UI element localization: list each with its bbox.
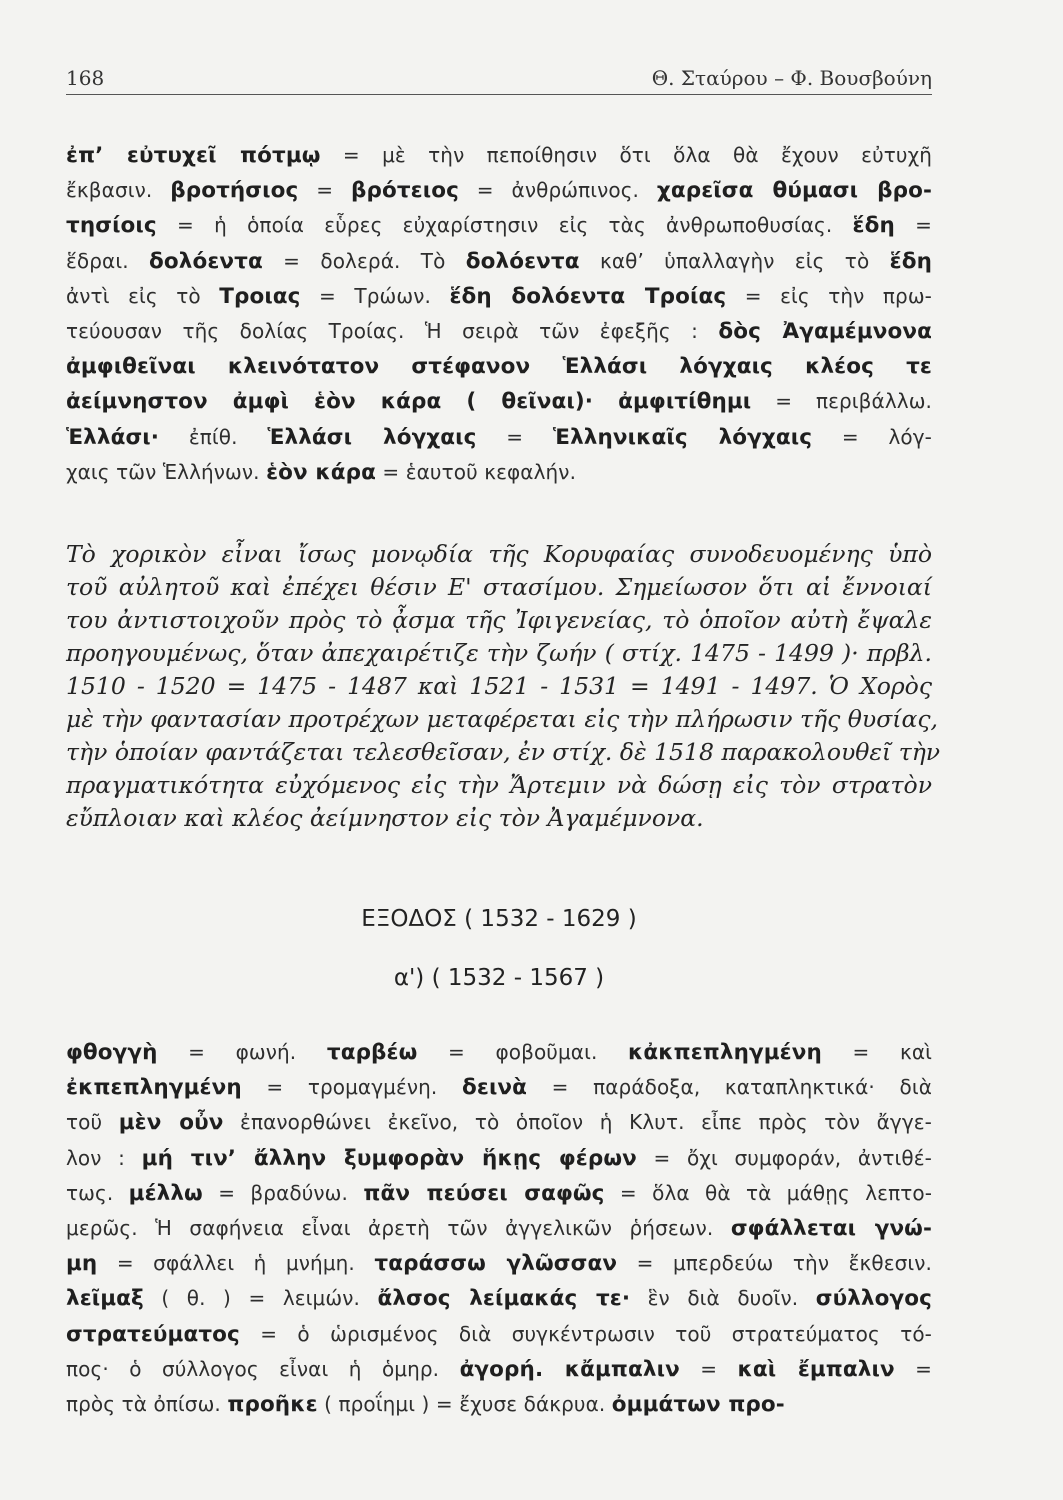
text-line [66,1070,932,1105]
text-line [66,208,932,243]
commentary-line: 1510 - 1520 = 1475 - 1487 καὶ 1521 - 1531 = 1491 - 1497. Ὁ Χορὸς [66,672,932,700]
gloss-text: ἕδραι. [66,248,149,273]
lemma-term: ἄλσος λείμακάς τε· [377,1286,631,1312]
gloss-text: = μὲ τὴν πεποίθησιν ὅτι ὅλα θὰ ἔχουν εὐτυχῆ [320,143,932,167]
text-line [66,1105,932,1140]
gloss-text: τοῦ [66,1110,119,1135]
commentary-line: τὴν ὁποίαν φαντάζεται τελεσθεῖσαν, ἐν στίχ. δὲ 1518 παρακολουθεῖ τὴν [66,738,941,766]
lemma-term: ἑὸν κάρα [266,459,376,485]
commentary-line: προηγουμένως, ὅταν ἀπεχαιρέτιζε τὴν ζωήν ( στίχ. 1475 - 1499 )· πρβλ. [66,639,932,667]
text-line [66,1352,932,1387]
gloss-text: = ὅλα θὰ τὰ μάθῃς λεπτο- [604,1180,933,1205]
lemma-term: ἀγορή. κἄμπαλιν [459,1356,680,1382]
gloss-text: = περιβάλλω. [751,389,933,414]
lemma-term: ἀμφιθεῖναι κλεινότατον στέφανον Ἑλλάσι λόγχαις κλέος τε [66,354,932,380]
lemma-term: δὸς Ἀγαμέμνονα [718,319,932,345]
subsection-title: α') ( 1532 - 1567 ) [393,965,605,991]
lemma-term: πᾶν πεύσει σαφῶς [363,1180,605,1206]
lemma-term: βροτήσιος [170,178,299,204]
gloss-text: ἐπανορθώνει ἐκεῖνο, τὸ ὁποῖον ἡ Κλυτ. εἶπε πρὸς τὸν ἄγγε- [223,1110,932,1135]
lemma-term: δολόεντα [149,248,263,274]
text-line [66,1387,932,1422]
lemma-term: τησίοις [66,213,157,239]
text-line [66,1281,932,1316]
gloss-text: ἔκβασιν. [66,178,171,203]
text-line [66,279,932,314]
lemma-term: δεινὰ [462,1075,528,1101]
running-title-authors: Θ. Σταύρου – Φ. Βουσβούνη [651,66,932,90]
text-line [66,173,932,208]
gloss-text: = μπερδεύω τὴν ἔκθεσιν. [617,1251,933,1276]
lemma-term: μέλλω [128,1180,203,1206]
running-header [66,60,932,95]
lemma-term: καὶ ἔμπαλιν [737,1356,895,1382]
gloss-text: = ὄχι συμφοράν, ἀντιθέ- [636,1145,932,1170]
commentary-line: πραγματικότητα εὐχόμενος εἰς τὴν Ἄρτεμιν νὰ δώσῃ εἰς τὸν στρατὸν [66,771,932,799]
gloss-text: = φωνή. [157,1040,327,1064]
gloss-text: ἐπίθ. [159,424,268,449]
gloss-text: ( προΐημι ) = ἔχυσε δάκρυα. [317,1392,612,1417]
lemma-term: ταράσσω γλῶσσαν [374,1251,618,1277]
gloss-text: = καὶ [821,1040,932,1064]
text-line [66,1246,932,1281]
text-line [66,349,932,384]
lemma-term: ἕδη [889,248,932,274]
gloss-text: πρὸς τὰ ὀπίσω. [66,1392,228,1417]
text-line [66,384,932,419]
lemma-term: ἕδη [852,213,895,239]
gloss-text: ἀντὶ εἰς τὸ [66,283,220,308]
text-line [66,455,932,490]
gloss-text: λον : [66,1145,142,1170]
lemma-term: μη [66,1251,98,1277]
lemma-term: Ἑλλάσι· [66,424,160,450]
commentary-line: του ἀντιστοιχοῦν πρὸς τὸ ᾆσμα τῆς Ἰφιγενείας, τὸ ὁποῖον αὐτὴ ἔψαλε [66,606,932,634]
lemma-term: Τροιας [219,283,301,309]
text-line [66,420,932,455]
text-line [66,244,932,279]
gloss-text: καθ’ ὑπαλλαγὴν εἰς τὸ [579,248,890,273]
gloss-text: = [894,213,932,238]
gloss-text: = φοβοῦμαι. [417,1040,628,1064]
lemma-term: ἐκπεπληγμένη [66,1075,242,1101]
text-line [66,1211,932,1246]
gloss-text: πος· ὁ σύλλογος εἶναι ἡ ὁμηρ. [66,1356,460,1381]
glossary-section-1 [66,138,932,490]
lemma-term: ὀμμάτων προ- [611,1392,785,1418]
lemma-term: βρότειος [350,178,459,204]
gloss-text: χαις τῶν Ἑλλήνων. [66,459,267,484]
gloss-text: = ὁ ὡρισμένος διὰ συγκέντρωσιν τοῦ στρατεύματος τό- [239,1321,932,1346]
text-line [66,1317,932,1352]
text-line [66,1035,932,1070]
commentary-line: εὔπλοιαν καὶ κλέος ἀείμνηστον εἰς τὸν Ἀγαμέμνονα. [66,804,704,832]
lemma-term: ἐπ’ εὐτυχεῖ πότμῳ [66,143,321,168]
lemma-term: φθογγὴ [66,1040,158,1065]
text-line [66,138,932,173]
gloss-text: = ἀνθρώπινος. [458,178,657,203]
gloss-text: = [894,1356,932,1381]
lemma-term: λεῖμαξ [66,1286,144,1312]
gloss-text: τεύουσαν τῆς δολίας Τροίας. Ἡ σειρὰ τῶν ἐφεξῆς : [66,319,719,344]
lemma-term: Ἑλλάσι λόγχαις [267,424,477,450]
lemma-term: δολόεντα [465,248,580,274]
gloss-text: ἓν διὰ δυοῖν. [630,1286,816,1311]
lemma-term: κἀκπεπληγμένη [628,1040,822,1065]
gloss-text: = ἡ ὁποία εὗρες εὐχαρίστησιν εἰς τὰς ἀνθρωποθυσίας. [156,213,853,238]
text-line [66,1141,932,1176]
gloss-text: = δολερά. Τὸ [262,248,466,273]
book-page [66,60,941,1418]
glossary-section-2 [66,1035,932,1422]
gloss-text: = [476,424,553,449]
gloss-text: τως. [66,1180,129,1205]
lemma-term: σύλλογος [815,1286,932,1312]
commentary-line: μὲ τὴν φαντασίαν προτρέχων μεταφέρεται εἰς τὴν πλήρωσιν τῆς θυσίας, [66,705,938,733]
lemma-term: σφάλλεται γνώ- [730,1216,932,1242]
gloss-text: = [679,1356,738,1381]
commentary-line: τοῦ αὐλητοῦ καὶ ἐπέχει θέσιν Ε' στασίμου. Σημείωσον ὅτι αἱ ἔννοιαί [66,573,932,601]
lemma-term: ταρβέω [326,1040,418,1065]
gloss-text: μερῶς. Ἡ σαφήνεια εἶναι ἀρετὴ τῶν ἀγγελικῶν ῥήσεων. [66,1216,731,1241]
commentary-line: Τὸ χορικὸν εἶναι ἴσως μονῳδία τῆς Κορυφαίας συνοδευομένης ὑπὸ [66,540,932,568]
gloss-text: = εἰς τὴν πρω- [726,283,932,308]
gloss-text: ( θ. ) = λειμών. [143,1286,378,1311]
lemma-term: μή τιν’ ἄλλην ξυμφορὰν ἥκῃς φέρων [141,1145,637,1171]
lemma-term: ἕδη δολόεντα Τροίας [449,283,727,309]
gloss-text: = ἑαυτοῦ κεφαλήν. [375,459,577,484]
lemma-term: μὲν οὖν [118,1110,224,1136]
gloss-text: = Τρώων. [300,283,450,308]
lemma-term: στρατεύματος [66,1321,240,1347]
lemma-term: ἀείμνηστον ἀμφὶ ἑὸν κάρα ( θεῖναι)· ἀμφιτίθημι [66,389,752,415]
text-line [66,314,932,349]
gloss-text: = σφάλλει ἡ μνήμη. [97,1251,375,1276]
gloss-text: = τρομαγμένη. [241,1075,462,1100]
gloss-text: = παράδοξα, καταπληκτικά· διὰ [527,1075,932,1100]
lemma-term: χαρεῖσα θύμασι βρο- [656,178,932,204]
section-title: ΕΞΟΔΟΣ ( 1532 - 1629 ) [361,906,637,932]
gloss-text: = λόγ- [812,424,932,449]
gloss-text: = [298,178,351,203]
commentary-paragraph [66,538,941,835]
text-line [66,1176,932,1211]
lemma-term: προῆκε [227,1392,318,1418]
page-number: 168 [66,66,105,90]
lemma-term: Ἑλληνικαῖς λόγχαις [552,424,813,450]
gloss-text: = βραδύνω. [202,1180,364,1205]
